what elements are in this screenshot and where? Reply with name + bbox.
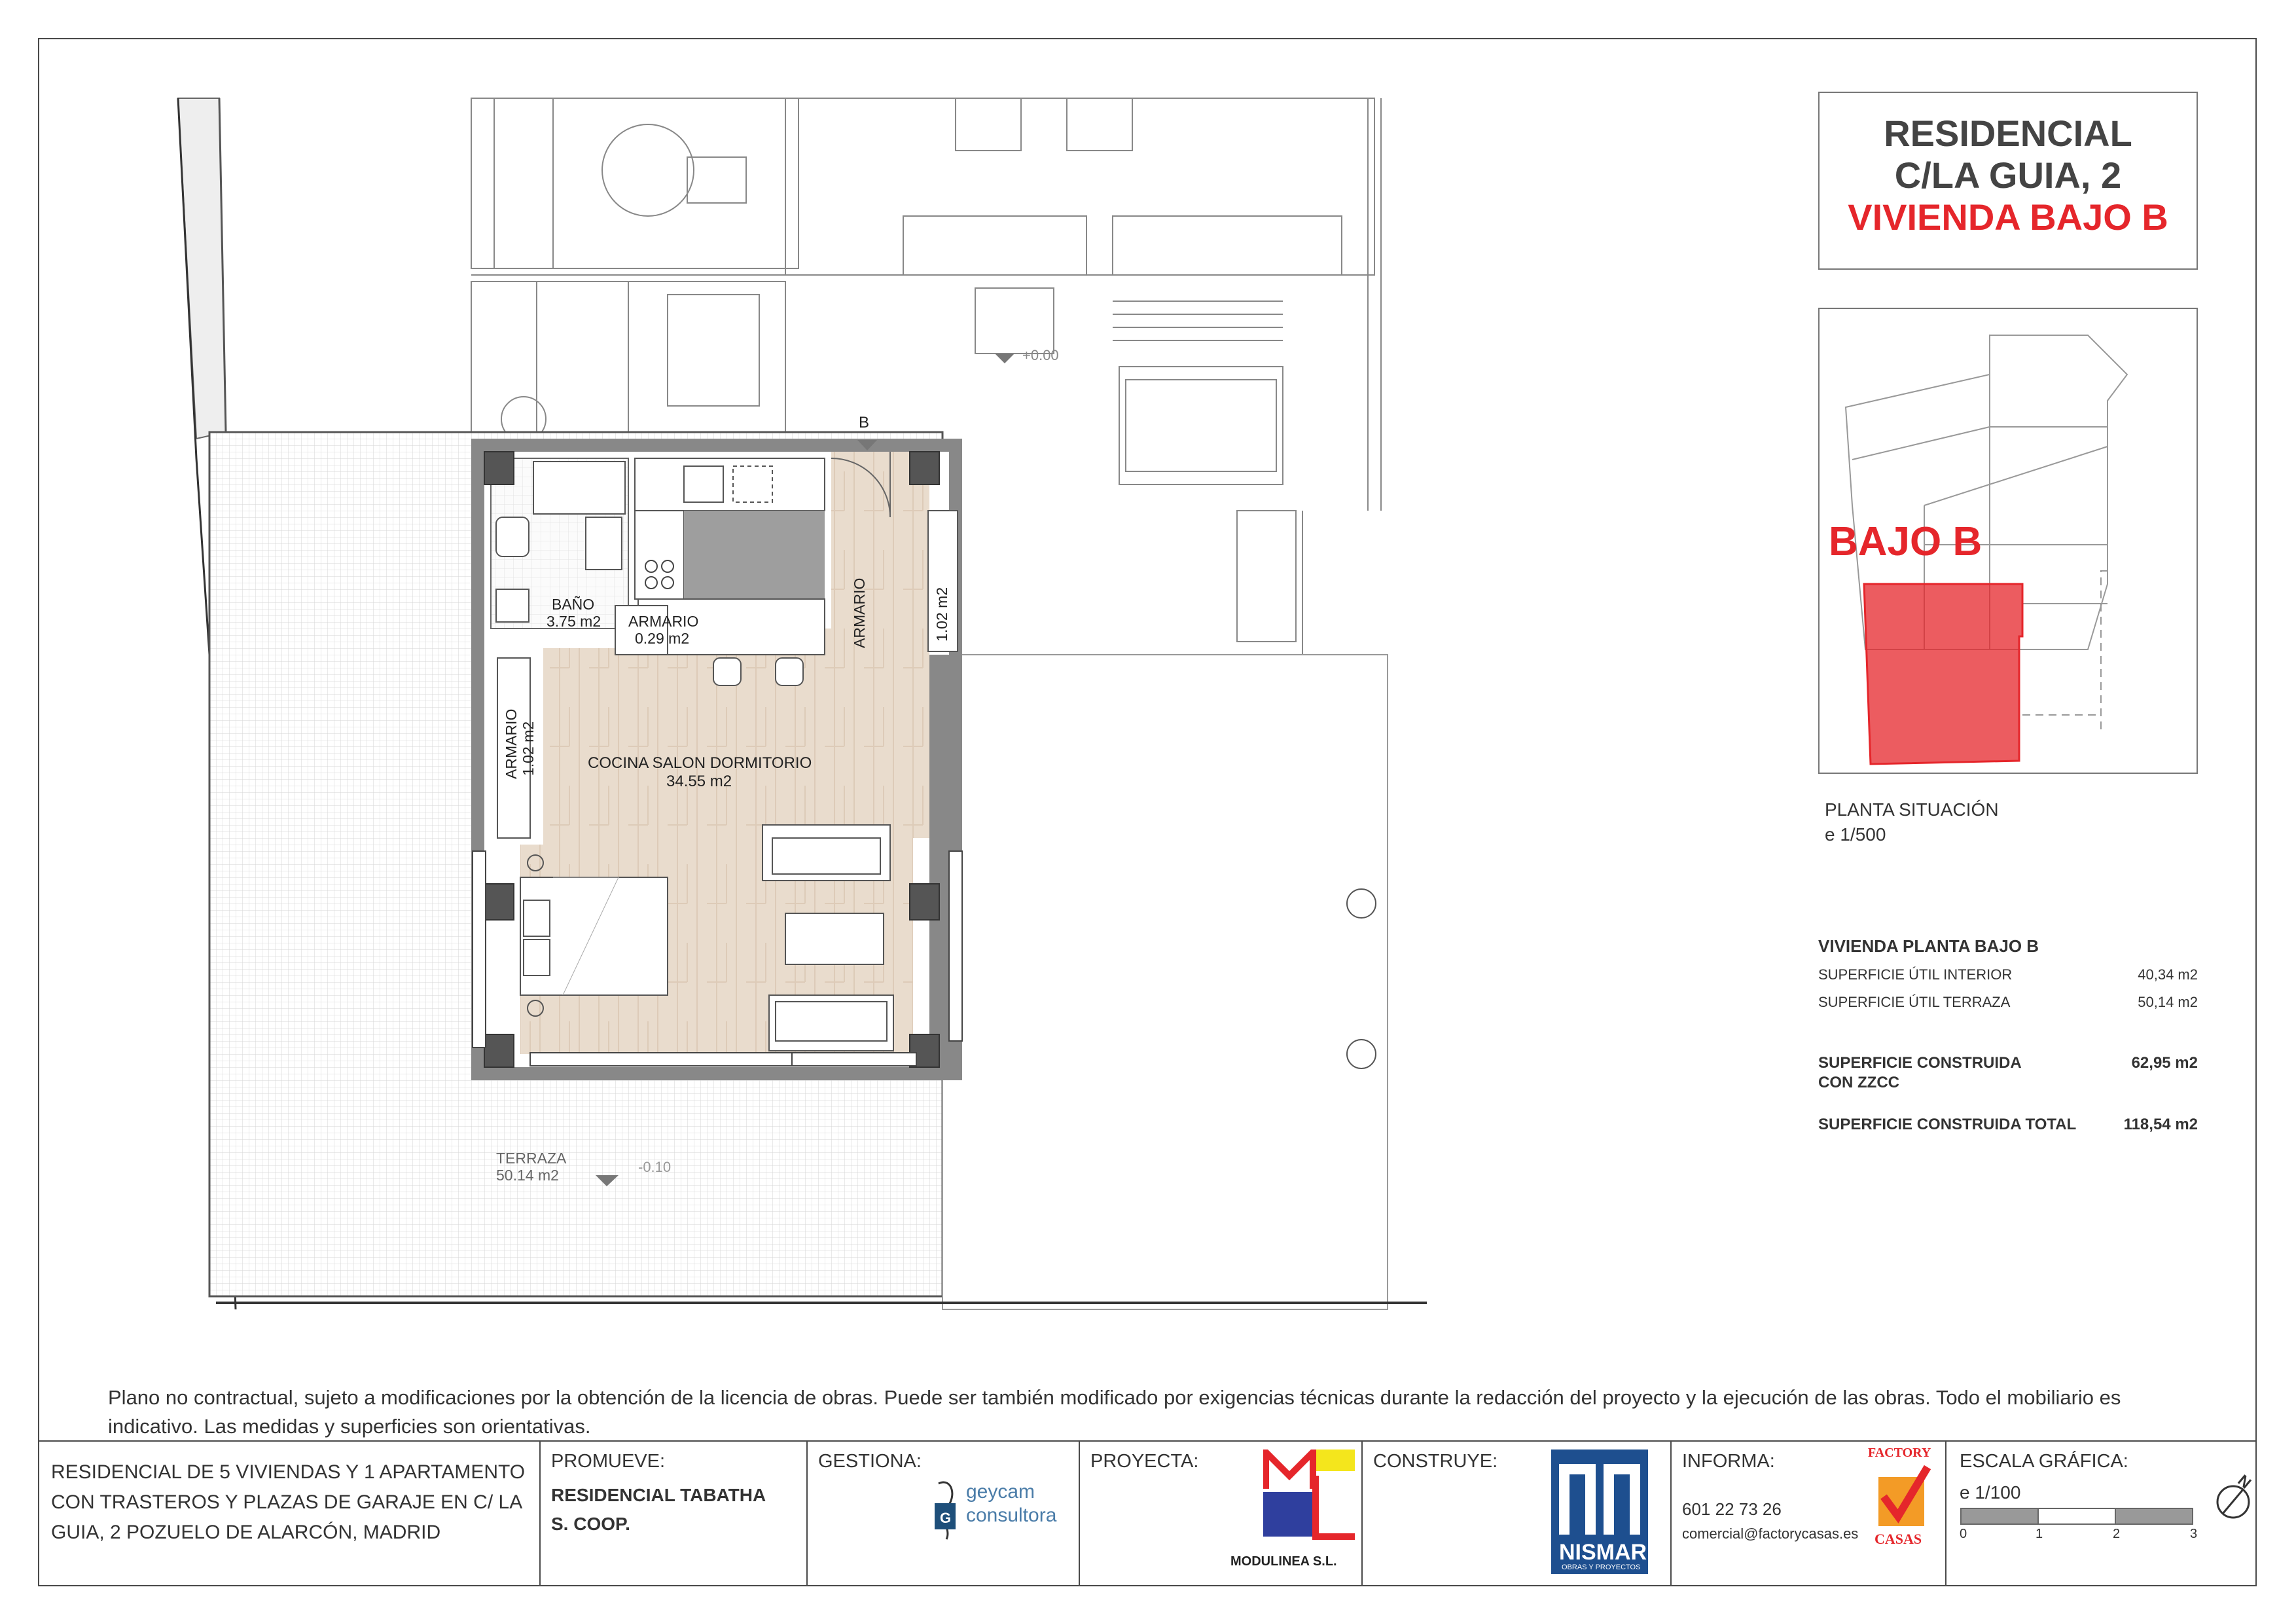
area-row-label: SUPERFICIE ÚTIL TERRAZA [1818, 994, 2011, 1010]
entry-level-label: +0.00 [1022, 347, 1059, 363]
construye-caption: CONSTRUYE: [1373, 1451, 1498, 1472]
scale-tick: 1 [2036, 1527, 2043, 1541]
bath-area: 3.75 m2 [547, 613, 601, 630]
footer-promueve [541, 1442, 808, 1586]
title-line-3: VIVIENDA BAJO B [1848, 196, 2168, 238]
promueve-line-2: S. COOP. [551, 1514, 630, 1534]
closet-right-area: 1.02 m2 [933, 587, 950, 642]
built-total-label: SUPERFICIE CONSTRUIDA TOTAL [1818, 1116, 2077, 1133]
closet-small-area: 0.29 m2 [635, 630, 690, 647]
footer [38, 1440, 2257, 1586]
closet-left-name: ARMARIO [503, 708, 520, 779]
level-marker-icon [995, 354, 1014, 363]
desc-line-3: GUIA, 2 POZUELO DE ALARCÓN, MADRID [51, 1522, 441, 1543]
area-row-value: 40,34 m2 [2138, 966, 2198, 983]
footer-description [38, 1442, 541, 1586]
title-line-2: C/LA GUIA, 2 [1894, 155, 2122, 196]
nismar-logo-text: NISMAR [1559, 1540, 1647, 1565]
footer-informa [1672, 1442, 1946, 1586]
desc-line-1: RESIDENCIAL DE 5 VIVIENDAS Y 1 APARTAMENTO [51, 1461, 526, 1483]
escala-value: e 1/100 [1960, 1482, 2021, 1503]
modulinea-logo-text: MODULINEA S.L. [1230, 1554, 1337, 1569]
promueve-caption: PROMUEVE: [551, 1451, 666, 1472]
site-plan [1818, 308, 2198, 774]
section-marker-label: B [859, 414, 870, 431]
area-row-value: 50,14 m2 [2138, 994, 2198, 1010]
proyecta-caption: PROYECTA: [1090, 1451, 1199, 1472]
factory-casas-logo-icon [1872, 1464, 1931, 1529]
site-highlight-label: BAJO B [1829, 519, 1982, 564]
factory-logo-top: FACTORY [1868, 1446, 1931, 1460]
footer-proyecta [1080, 1442, 1363, 1586]
promueve-line-1: RESIDENCIAL TABATHA [551, 1485, 766, 1505]
scale-tick: 2 [2113, 1527, 2121, 1541]
closet-small-name: ARMARIO [628, 613, 699, 630]
desc-line-2: CON TRASTEROS Y PLAZAS DE GARAJE EN C/ LA [51, 1491, 523, 1513]
bed [520, 877, 668, 995]
built-zzcc-label-1: SUPERFICIE CONSTRUIDA [1818, 1054, 2022, 1072]
area-row [1818, 966, 2198, 983]
closet-right-name: ARMARIO [851, 577, 868, 648]
disclaimer: Plano no contractual, sujeto a modificaciones por la obtención de la licencia de obras. Puede ser también modificado por exigencias técnicas durante la redacción del proyecto y la ejecución de las obras. Todo el mobiliario es indicativo. Las medidas y superficies son orientativas. [108, 1386, 2121, 1438]
built-total-row [1818, 1116, 2198, 1134]
footer-gestiona [808, 1442, 1080, 1586]
gestiona-caption: GESTIONA: [818, 1451, 922, 1472]
informa-email: comercial@factorycasas.es [1682, 1525, 1859, 1542]
geycam-logo-line-1: geycam [966, 1481, 1035, 1503]
closet-left-area: 1.02 m2 [520, 721, 537, 776]
svg-text:G: G [940, 1510, 952, 1526]
area-row [1818, 994, 2198, 1011]
adjacent-terrace [942, 655, 1388, 1309]
bath-name: BAÑO [552, 596, 595, 613]
site-caption-line-2: e 1/500 [1825, 824, 1886, 845]
geycam-logo-icon [932, 1470, 961, 1542]
modulinea-logo-icon [1263, 1450, 1361, 1548]
geycam-logo-line-2: consultora [966, 1504, 1057, 1526]
scale-tick: 3 [2190, 1527, 2198, 1541]
site-plan-caption [1825, 797, 1999, 847]
informa-caption: INFORMA: [1682, 1451, 1775, 1472]
escala-caption: ESCALA GRÁFICA: [1960, 1451, 2128, 1472]
built-total-value: 118,54 m2 [2123, 1116, 2198, 1133]
built-zzcc-value: 62,95 m2 [2131, 1054, 2198, 1072]
footer-construye [1363, 1442, 1672, 1586]
built-zzcc-label-2: CON ZZCC [1818, 1074, 1899, 1091]
site-highlight-bajo-b [1864, 584, 2022, 764]
area-heading: VIVIENDA PLANTA BAJO B [1818, 936, 2039, 956]
factory-logo-bottom: CASAS [1874, 1531, 1922, 1547]
site-caption-line-1: PLANTA SITUACIÓN [1825, 799, 1999, 820]
nismar-logo-sub: OBRAS Y PROYECTOS [1562, 1563, 1641, 1571]
terrace-level: -0.10 [638, 1159, 672, 1175]
title-block [1818, 92, 2198, 270]
informa-phone: 601 22 73 26 [1682, 1499, 1782, 1519]
area-row-label: SUPERFICIE ÚTIL INTERIOR [1818, 966, 2013, 983]
north-letter: N [2234, 1471, 2255, 1493]
terrace-area: 50.14 m2 [496, 1167, 559, 1184]
main-room-name: COCINA SALON DORMITORIO [588, 754, 812, 772]
terrace-name: TERRAZA [496, 1150, 567, 1167]
scale-tick: 0 [1960, 1527, 1967, 1541]
scale-bar [1960, 1507, 2195, 1527]
footer-escala [1946, 1442, 2255, 1586]
title-line-1: RESIDENCIAL [1884, 113, 2132, 154]
main-room-area: 34.55 m2 [666, 773, 732, 790]
built-zzcc-row [1818, 1054, 2198, 1072]
